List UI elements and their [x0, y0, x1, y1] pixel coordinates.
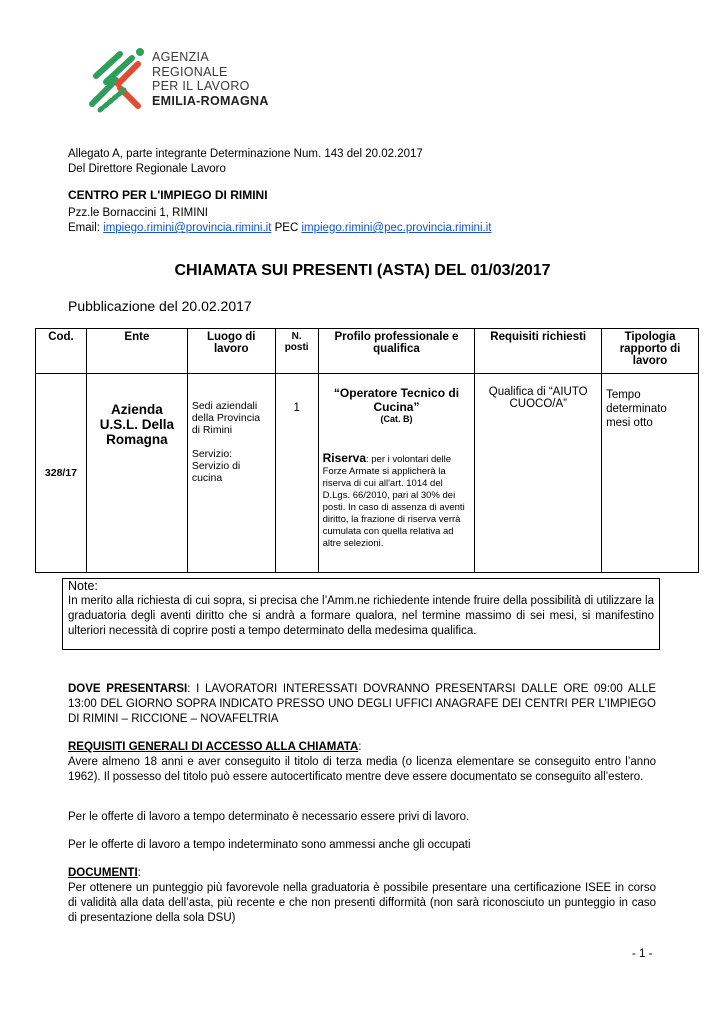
- email-line: [68, 221, 491, 236]
- requisiti-text: Avere almeno 18 anni e aver conseguito il titolo di terza media (o licenza elementare se conseguito entro l’anno 1962). Il possesso del titolo può essere autocertificato mentre deve essere documentato se conseguito all’estero.: [68, 756, 656, 783]
- publication-date: Pubblicazione del 20.02.2017: [68, 298, 252, 314]
- offerte-indeterminato: Per le offerte di lavoro a tempo indeterminato sono ammessi anche gli occupati: [68, 839, 471, 851]
- dove-text: : I LAVORATORI INTERESSATI DOVRANNO PRESENTARSI DALLE ORE 09:00 ALLE 13:00 DEL GIORNO SOPRA INDICATO PRESSO UNO DEGLI UFFICI ANAGRAFE DEI CENTRI PER L’IMPIEGO DI RIMINI – RICCIONE – NOVAFELTRIA: [68, 683, 656, 725]
- logo-line-3: PER IL LAVORO: [152, 79, 250, 93]
- allegato-line: Allegato A, parte integrante Determinazione Num. 143 del 20.02.2017: [68, 148, 423, 160]
- luogo-servizio: Servizio: Servizio di cucina: [191, 448, 241, 484]
- contact-block: [68, 206, 491, 236]
- profilo-title: “Operatore Tecnico di Cucina”: [333, 386, 460, 414]
- cell-tipologia: Tempo determinato mesi otto: [602, 374, 699, 573]
- cell-luogo: [187, 374, 275, 573]
- address-line: Pzz.le Bornaccini 1, RIMINI: [68, 207, 208, 219]
- documenti-section: [68, 866, 656, 926]
- header-ente: Ente: [86, 329, 187, 374]
- riserva-text: : per i volontari delle Forze Armate si applicherà la riserva di cui all'art. 1014 del D.Lgs. 66/2010, pari al 30% dei posti. In caso di assenza di aventi diritto, la frazione di riserva verrà cumulata con quella relativa ad altre selezioni.: [322, 454, 465, 549]
- table-row: [36, 374, 699, 573]
- cell-requisiti: Qualifica di “AIUTO CUOCO/A”: [475, 374, 602, 573]
- email-label: Email:: [68, 222, 100, 234]
- dove-label: DOVE PRESENTARSI: [68, 683, 188, 695]
- logo-line-4: EMILIA-ROMAGNA: [152, 93, 269, 108]
- page-number: - 1 -: [632, 948, 653, 960]
- header-tipologia: Tipologia rapporto di lavoro: [602, 329, 699, 374]
- dove-presentarsi: [68, 682, 656, 727]
- pec-label: PEC: [274, 222, 299, 234]
- page-title: CHIAMATA SUI PRESENTI (ASTA) DEL 01/03/2017: [174, 262, 551, 279]
- table-header-row: [36, 329, 699, 374]
- header-luogo: Luogo di lavoro: [187, 329, 275, 374]
- email-link[interactable]: impiego.rimini@provincia.rimini.it: [103, 222, 272, 234]
- documenti-label: DOCUMENTI: [68, 867, 138, 879]
- header-profilo: Profilo professionale e qualifica: [318, 329, 475, 374]
- direttore-line: Del Direttore Regionale Lavoro: [68, 163, 226, 175]
- requisiti-colon: :: [358, 741, 362, 753]
- riserva-label: Riserva: [322, 451, 366, 465]
- cell-ente: Azienda U.S.L. Della Romagna: [86, 374, 187, 573]
- logo-line-1: AGENZIA: [152, 50, 209, 64]
- offerte-determinato: Per le offerte di lavoro a tempo determinato è necessario essere privi di lavoro.: [68, 811, 470, 823]
- documenti-colon: :: [137, 867, 141, 879]
- cell-posti: 1: [275, 374, 318, 573]
- luogo-sedi: Sedi aziendali della Provincia di Rimini: [191, 400, 261, 436]
- logo-wordmark: [152, 50, 269, 108]
- header-meta: [68, 147, 423, 177]
- header-requisiti: Requisiti richiesti: [475, 329, 602, 374]
- centro-name: CENTRO PER L'IMPIEGO DI RIMINI: [68, 188, 268, 202]
- note-box: [62, 578, 660, 650]
- requisiti-label: REQUISITI GENERALI DI ACCESSO ALLA CHIAMATA: [68, 741, 359, 753]
- documenti-text: Per ottenere un punteggio più favorevole nella graduatoria è possibile presentare una certificazione ISEE in corso di validità alla data dell’asta, più recente e che non presenti difformità (non sarà riconosciuto un punteggio in caso di presentazione della sola DSU): [68, 882, 656, 924]
- header-cod: Cod.: [36, 329, 87, 374]
- note-label: Note:: [68, 579, 98, 593]
- logo-line-2: REGIONALE: [152, 64, 228, 79]
- header-posti: N. posti: [275, 329, 318, 374]
- cell-profilo: [318, 374, 475, 573]
- requisiti-generali: [68, 740, 656, 785]
- note-text: In merito alla richiesta di cui sopra, si precisa che l’Amm.ne richiedente intende fruire della possibilità di utilizzare la graduatoria degli aventi diritto che si andrà a formare qualora, nel termine massimo di sei mesi, si manifestino ulteriori necessità di coprire posti a tempo determinato della medesima qualifica.: [68, 595, 654, 637]
- riserva-note: [323, 452, 471, 550]
- pec-link[interactable]: impiego.rimini@pec.provincia.rimini.it: [301, 222, 492, 234]
- job-table: [35, 328, 699, 573]
- logo-mark-icon: [92, 48, 144, 110]
- profilo-categoria: (Cat. B): [380, 414, 413, 424]
- cell-cod: 328/17: [36, 374, 87, 573]
